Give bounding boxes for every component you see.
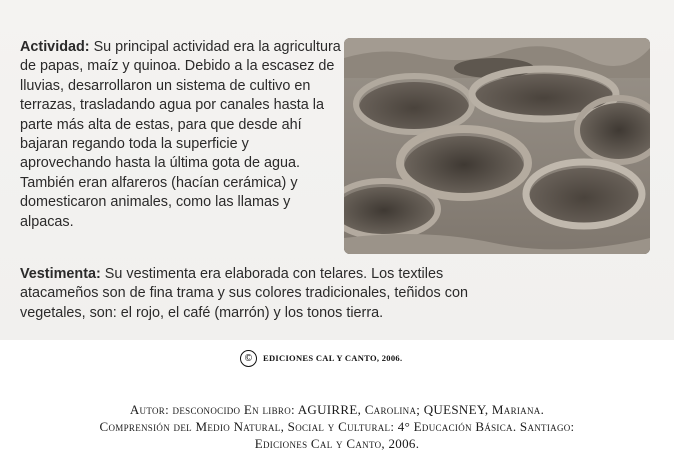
actividad-label: Actividad: <box>20 39 90 55</box>
vestimenta-text: Su vestimenta era elaborada con telares. Los textiles atacameños son de fina trama y sus colores tradicionales, teñidos con vegetales, son: el rojo, el café (marrón) y los tonos tierra. <box>20 266 468 321</box>
copyright-icon: © <box>240 350 257 367</box>
source-caption <box>0 402 674 452</box>
copyright-text: EDICIONES CAL Y CANTO, 2006. <box>263 353 403 363</box>
caption-line-2: Comprensión del Medio Natural, Social y Cultural: 4° Educación Básica. Santiago: <box>99 418 575 434</box>
vestimenta-label: Vestimenta: <box>20 266 101 282</box>
vestimenta-paragraph <box>20 265 510 323</box>
archaeological-terraces-photo-icon <box>344 38 650 254</box>
caption-line-3: Ediciones Cal y Canto, 2006. <box>254 435 420 451</box>
copyright-line <box>240 348 440 368</box>
terrace-ruins-photo <box>344 38 650 254</box>
caption-line-1: Autor: desconocido En libro: AGUIRRE, Carolina; QUESNEY, Mariana. <box>129 402 545 417</box>
actividad-paragraph <box>20 38 342 232</box>
actividad-text: Su principal actividad era la agricultura de papas, maíz y quinoa. Debido a la escasez de lluvias, desarrollaron un sistema de cultivo en terrazas, trasladando agua por canales hasta la parte más alta de estas, para que desde ahí bajaran regando toda la superficie y aprovechando hasta la última gota de agua. También eran alfareros (hacían cerámica) y domesticaron animales, como las llamas y alpacas. <box>20 39 341 230</box>
